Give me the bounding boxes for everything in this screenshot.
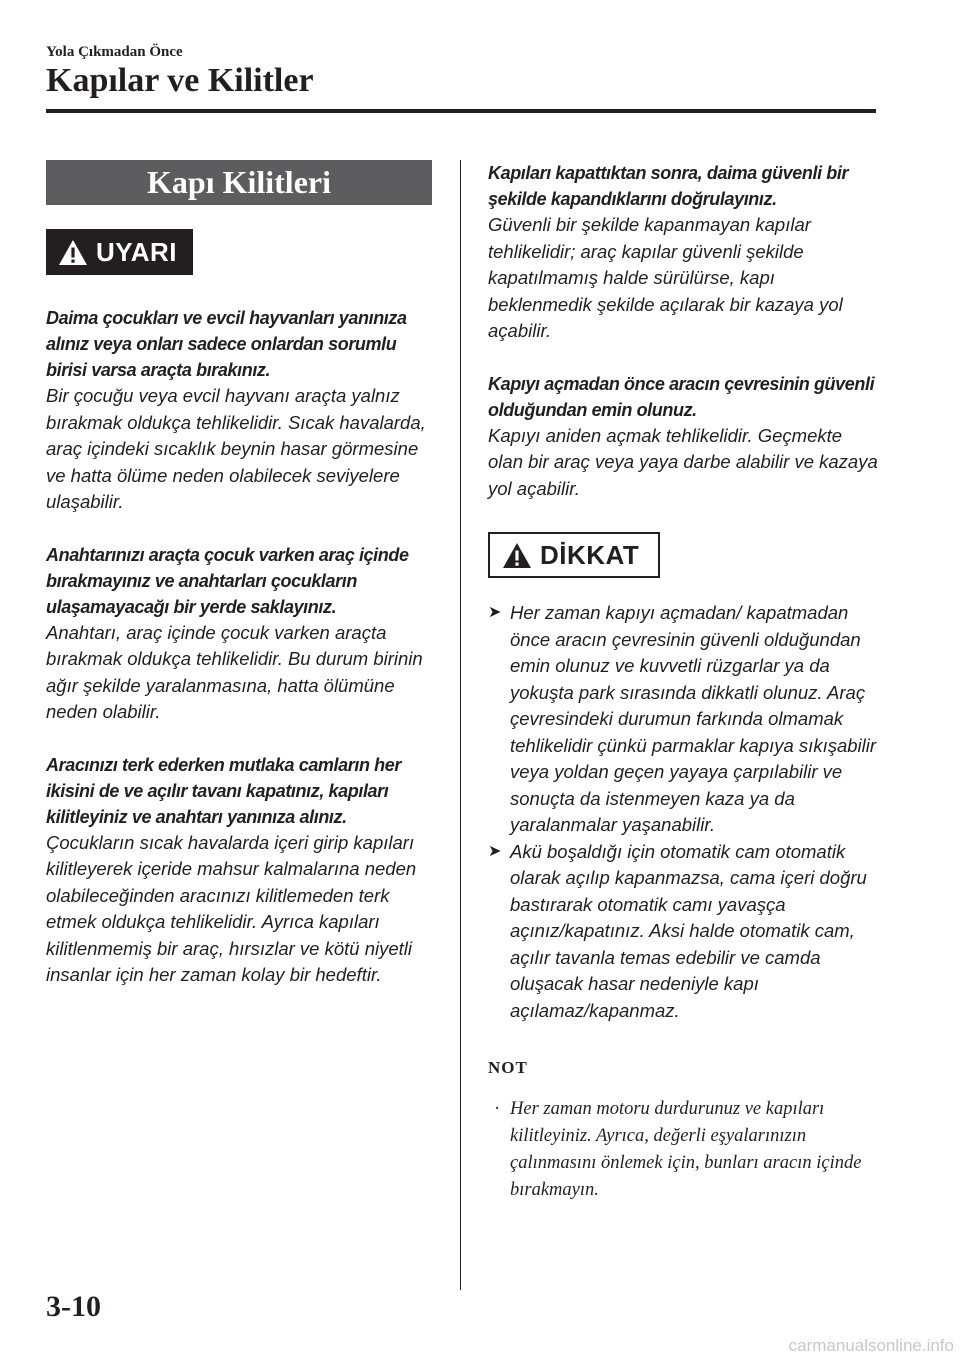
caution-item [488,839,880,1025]
header-rule [46,109,876,113]
caution-label-text: DİKKAT [540,539,640,570]
warning-heading: Aracınızı terk ederken mutlaka camların her ikisini de ve açılır tavanı kapatınız, kapıları kilitleyiniz ve anahtarı yanınıza alınız. [46,754,401,827]
page-number: 3-10 [46,1290,101,1323]
caution-item-text: Akü boşaldığı için otomatik cam otomatik olarak açılıp kapanmazsa, cama içeri doğru bastırarak otomatik camı yavaşça açınız/kapatınız. Aksi halde otomatik cam, açılır tavanla temas edebilir ve camda oluşacak hasar nedeniyle kapı açılamaz/kapanmaz. [510,840,867,1021]
left-column [46,160,432,989]
section-title: Kapılar ve Kilitler [46,62,314,99]
warning-label [46,229,193,275]
note-list [488,1096,880,1204]
warning-text: Anahtarı, araç içinde çocuk varken araçta bırakmak oldukça tehlikelidir. Bu durum birinin ağır şekilde yaralanmasına, hatta ölümüne neden olabilir. [46,621,423,722]
arrow-bullet-icon: ➤ [488,604,502,621]
warning-text: Çocukların sıcak havalarda içeri girip kapıları kilitleyerek içeride mahsur kalmalarına neden olabileceğinden aracınızı kilitlemeden terk etmek oldukça tehlikelidir. Ayrıca kapıları kilitlenmemiş bir araç, hırsızlar ve kötü niyetli insanlar için her zaman kolay bir hedeftir. [46,831,417,985]
caution-item [488,600,880,839]
caution-label [488,532,660,578]
watermark: carmanualsonline.info [788,1336,954,1355]
caution-list [488,600,880,1024]
caution-item-text: Her zaman kapıyı açmadan/ kapatmadan önce aracın çevresinin güvenli olduğundan emin olunuz ve kuvvetli rüzgarlar ya da yokuşta park sırasında dikkatli olunuz. Araç çevresindeki durumun farkında olmamak tehlikelidir çünkü parmaklar kapıya sıkışabilir veya yoldan geçen yayaya çarpılabilir ve sonuçta da istenmeyen kaza ya da yaralanmalar yaşanabilir. [510,602,877,835]
right-column [488,160,880,1204]
warning-heading: Daima çocukları ve evcil hayvanları yanınıza alınız veya onları sadece onlardan sorumlu birisi varsa araçta bırakınız. [46,308,407,380]
note-item-text: Her zaman motoru durdurunuz ve kapıları kilitleyiniz. Ayrıca, değerli eşyalarınızın çalınmasını önlemek için, bunları aracın içinde bırakmayın. [510,1099,862,1200]
column-divider [460,160,461,1290]
topic-title: Kapı Kilitleri [46,160,432,205]
chapter-title: Yola Çıkmadan Önce [46,44,183,60]
warning-heading: Kapıyı açmadan önce aracın çevresinin güvenli olduğundan emin olunuz. [488,373,875,420]
caution-triangle-icon [502,542,532,569]
warning-heading: Anahtarınızı araçta çocuk varken araç içinde bırakmayınız ve anahtarları çocukların ulaşamayacağı bir yerde saklayınız. [46,544,409,617]
warning-text: Kapıyı aniden açmak tehlikelidir. Geçmekte olan bir araç veya yaya darbe alabilir ve kazaya yol açabilir. [488,424,878,499]
warning-triangle-icon [58,239,88,266]
note-item [488,1096,880,1204]
warning-text: Güvenli bir şekilde kapanmayan kapılar tehlikelidir; araç kapılar güvenli şekilde kapatılmamış halde sürülürse, kapı beklenmedik şekilde açılarak bir kazaya yol açabilir. [488,214,843,341]
note-heading: NOT [488,1058,528,1077]
dot-bullet-icon: · [494,1099,501,1119]
arrow-bullet-icon: ➤ [488,842,502,860]
warning-label-text: UYARI [96,236,178,267]
warning-text: Bir çocuğu veya evcil hayvanı araçta yalnız bırakmak oldukça tehlikelidir. Sıcak havalarda, araç içindeki sıcaklık beynin hasar görmesine ve hatta ölüme neden olabilecek seviyelere ulaşabilir. [46,385,426,512]
warning-heading: Kapıları kapattıktan sonra, daima güvenli bir şekilde kapandıklarını doğrulayınız. [488,163,849,209]
